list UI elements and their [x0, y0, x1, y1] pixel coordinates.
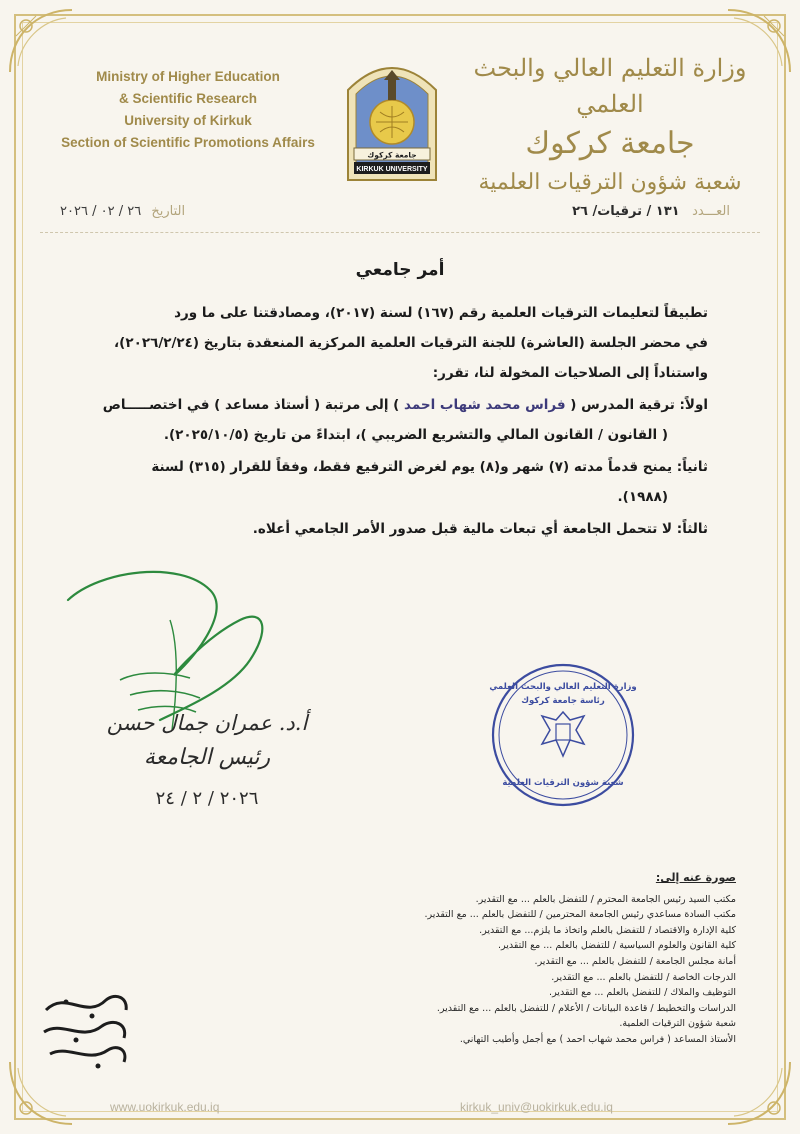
footer-website: www.uokirkuk.edu.iq: [110, 1100, 220, 1114]
header-en-line: University of Kirkuk: [124, 113, 252, 128]
number-value: ١٣١ / ترقيات/ ٢٦: [572, 204, 680, 219]
official-stamp: [488, 660, 638, 810]
date-label: التاريخ: [151, 204, 186, 219]
cc-item: الدراسات والتخطيط / قاعدة البيانات / الأعلام / للتفضل بالعلم ... مع التقدير.: [436, 1002, 736, 1014]
header-ar-ministry: وزارة التعليم العالي والبحث العلمي: [473, 54, 747, 118]
logo-text-ar: جامعة كركوك: [367, 150, 417, 160]
university-calligraphy-icon: [36, 980, 136, 1076]
cc-item: كلية القانون والعلوم السياسية / للتفضل بالعلم ... مع التقدير.: [497, 940, 736, 952]
order-body: [78, 298, 708, 546]
order-title: أمر جامعي: [355, 260, 445, 280]
clause-second: [78, 452, 708, 512]
cc-list: [306, 870, 736, 1048]
header-arabic: [460, 50, 760, 200]
clause-first-line: [78, 390, 708, 420]
number-block: [572, 204, 730, 219]
header-ar-section: شعبة شؤون الترقيات العلمية: [478, 170, 742, 195]
clause-second-line: ثانياً: يمنح قدماً مدته (٧) شهر و(٨) يوم لغرض الترفيع فقط، وفقاً للقرار (٣١٥) لسنة: [151, 459, 708, 475]
cc-item: الأستاذ المساعد ( فراس محمد شهاب احمد ) مع أجمل وأطيب التهاني.: [459, 1033, 736, 1045]
cc-item: مكتب السيد رئيس الجامعة المحترم / للتفضل بالعلم ... مع التقدير.: [475, 893, 736, 905]
footer-email: kirkuk_univ@uokirkuk.edu.iq: [460, 1100, 613, 1114]
date-value: ٢٦ / ٠٢ / ٢٠٢٦: [60, 204, 142, 219]
intro-paragraph: [78, 298, 708, 388]
university-logo-icon: [338, 50, 446, 188]
clause-second-line2: (١٩٨٨).: [617, 489, 668, 505]
intro-line: في محضر الجلسة (العاشرة) للجنة الترقيات العلمية المركزية المنعقدة بتاريخ (٢٠٢٦/٢/٢٤)،: [114, 335, 708, 351]
header-en-line: Section of Scientific Promotions Affairs: [61, 135, 315, 150]
header-ar-university: جامعة كركوك: [525, 126, 695, 161]
president-block: [92, 706, 322, 814]
clause-first-prefix: اولاً: ترقية المدرس (: [570, 397, 708, 413]
cc-item: شعبة شؤون الترقيات العلمية.: [619, 1018, 736, 1030]
intro-line: واستناداً إلى الصلاحيات المخولة لنا، تقرر:: [432, 365, 708, 381]
cc-item: مكتب السادة مساعدي رئيس الجامعة المحترمين / للتفضل بالعلم ... مع التقدير.: [424, 909, 736, 921]
promoted-name: فراس محمد شهاب احمد: [404, 397, 566, 413]
cc-item: أمانة مجلس الجامعة / للتفضل بالعلم ... مع التقدير.: [534, 955, 736, 967]
stamp-line: وزارة التعليم العالي والبحث العلمي: [489, 682, 637, 692]
header-english: [48, 66, 328, 154]
cc-item: التوظيف والملاك / للتفضل بالعلم ... مع التقدير.: [549, 987, 736, 999]
date-block: [60, 204, 185, 219]
clause-third-line: ثالثاً: لا تتحمل الجامعة أي تبعات مالية قبل صدور الأمر الجامعي أعلاه.: [252, 521, 708, 537]
intro-line: تطبيقاً لتعليمات الترقيات العلمية رقم (١٦٧) لسنة (٢٠١٧)، ومصادقتنا على ما ورد: [174, 305, 708, 321]
stamp-line: شعبة شؤون الترقيات العلمية: [502, 778, 624, 788]
cc-heading: صورة عنه إلى:: [655, 871, 736, 884]
president-date: ٢٠٢٦ / ٢ / ٢٤: [155, 788, 259, 809]
cc-item: الدرجات الخاصة / للتفضل بالعلم ... مع التقدير.: [551, 971, 736, 983]
cc-item: كلية الإدارة والاقتصاد / للتفضل بالعلم واتخاذ ما يلزم... مع التقدير.: [479, 924, 736, 936]
logo-text-en: KIRKUK UNIVERSITY: [356, 166, 428, 173]
president-title: رئيس الجامعة: [143, 745, 271, 770]
number-label: العـــدد: [692, 204, 730, 219]
president-name: أ.د. عمران جمال حسن: [106, 711, 308, 735]
header-divider: [40, 232, 760, 233]
header-en-line: & Scientific Research: [118, 91, 258, 106]
clause-first: [78, 390, 708, 450]
corner-ornament-icon: [724, 1058, 794, 1128]
clause-first-line2: ( القانون / القانون المالي والتشريع الضريبي )، ابتداءً من تاريخ (٢٠٢٥/١٠/٥).: [163, 427, 668, 443]
clause-third: [78, 514, 708, 544]
stamp-line: رئاسة جامعة كركوك: [521, 696, 605, 706]
header-en-line: Ministry of Higher Education: [96, 69, 280, 84]
reference-line: [50, 204, 750, 228]
clause-first-suffix: ) إلى مرتبة ( أستاذ مساعد ) في اختصـــــاص: [102, 397, 400, 413]
